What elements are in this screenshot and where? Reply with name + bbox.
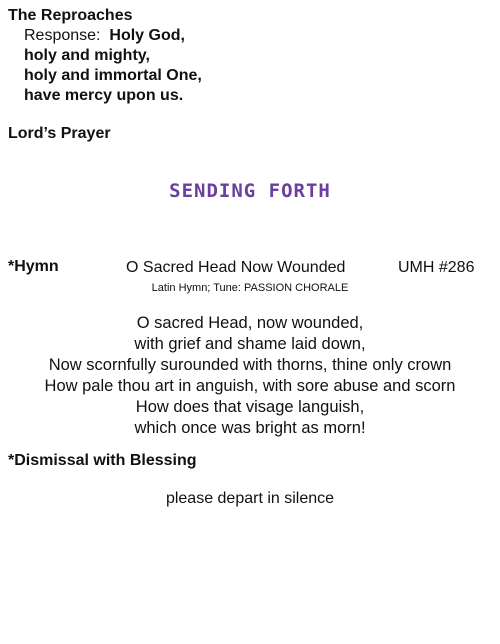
- response-label: Response:: [24, 27, 101, 44]
- hymn-label: *Hymn: [8, 258, 59, 275]
- verse-line: Now scornfully surounded with thorns, thine only crown: [48, 356, 452, 374]
- verse-line: O sacred Head, now wounded,: [136, 314, 364, 332]
- reproaches-heading: The Reproaches: [8, 7, 133, 24]
- lords-prayer-heading: Lord’s Prayer: [8, 125, 111, 142]
- response-line: have mercy upon us.: [24, 87, 184, 104]
- hymn-number: UMH #286: [398, 259, 475, 276]
- sending-forth-heading: SENDING FORTH: [169, 180, 331, 202]
- verse-line: How pale thou art in anguish, with sore abuse and scorn: [44, 377, 456, 395]
- response-line: Holy God,: [109, 27, 185, 44]
- response-line: holy and mighty,: [24, 47, 150, 64]
- hymn-tune: Latin Hymn; Tune: PASSION CHORALE: [151, 282, 349, 294]
- dismissal-heading: *Dismissal with Blessing: [8, 452, 197, 469]
- dismissal-note: please depart in silence: [165, 490, 335, 507]
- hymn-verse: [0, 313, 500, 439]
- verse-line: How does that visage languish,: [135, 398, 365, 416]
- hymn-title: O Sacred Head Now Wounded: [126, 259, 346, 276]
- response-line: holy and immortal One,: [24, 67, 202, 84]
- verse-line: which once was bright as morn!: [134, 419, 366, 437]
- response-block: [24, 26, 202, 106]
- verse-line: with grief and shame laid down,: [134, 335, 366, 353]
